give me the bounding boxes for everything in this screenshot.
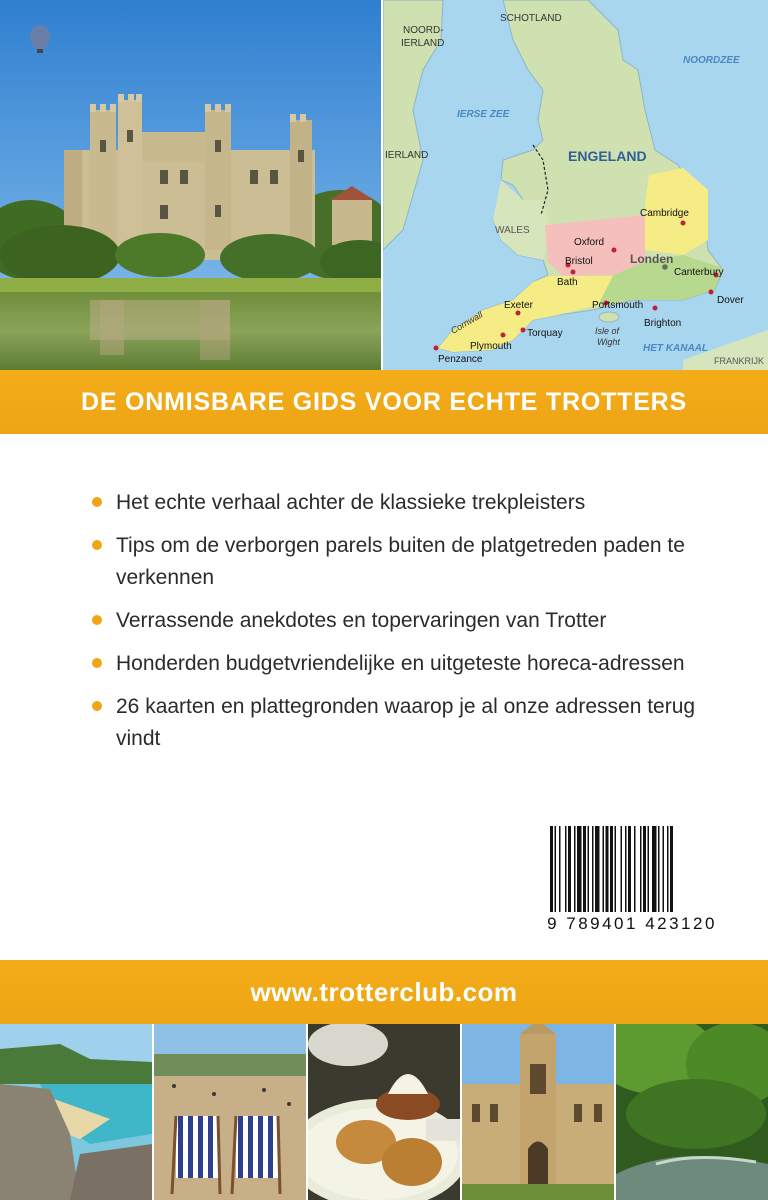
oxford-college-photo (462, 1024, 614, 1200)
map-city-oxford: Oxford (574, 237, 605, 248)
map-label-england: ENGELAND (568, 148, 647, 164)
barcode-bar (628, 826, 631, 912)
barcode-bar (574, 826, 576, 912)
map-city-penzance: Penzance (438, 354, 483, 365)
feature-list (92, 487, 742, 766)
barcode-bar (610, 826, 613, 912)
barcode-bar (568, 826, 571, 912)
map-label-northern-ireland-2: IERLAND (401, 38, 445, 49)
beach-chairs-photo (154, 1024, 306, 1200)
map-label-cornwall: Cornwall (449, 309, 485, 336)
barcode-bar (634, 826, 636, 912)
barcode-bar (643, 826, 646, 912)
feature-item (92, 691, 742, 755)
map-england (383, 0, 768, 370)
feature-text: Honderden budgetvriendelijke en uitgeteste horeca-adressen (116, 652, 685, 675)
bullet-dot-icon (92, 658, 102, 668)
map-label-isle-of-wight-1: Isle of (595, 326, 620, 336)
barcode-bar (565, 826, 567, 912)
map-city-exeter: Exeter (504, 300, 533, 311)
barcode-bar (606, 826, 609, 912)
barcode-bar (595, 826, 600, 912)
map-city-torquay: Torquay (527, 328, 563, 339)
barcode-bar (615, 826, 617, 912)
website-link[interactable]: www.trotterclub.com (250, 976, 518, 1007)
map-label-scotland: SCHOTLAND (500, 13, 562, 24)
feature-item (92, 648, 742, 680)
map-label-ireland: IERLAND (385, 150, 429, 161)
tagline-text: DE ONMISBARE GIDS VOOR ECHTE TROTTERS (80, 387, 688, 416)
bullet-dot-icon (92, 497, 102, 507)
barcode-bar (550, 826, 553, 912)
barcode-bar (559, 826, 561, 912)
barcode-bar (667, 826, 669, 912)
isbn-number: 9 789401 423120 (547, 914, 717, 933)
barcode-bar (555, 826, 557, 912)
barcode-bar (658, 826, 660, 912)
barcode-bar (588, 826, 590, 912)
barcode-bar (652, 826, 657, 912)
scones-photo (308, 1024, 460, 1200)
map-city-canterbury: Canterbury (674, 267, 724, 278)
map-label-northern-ireland-1: NOORD- (403, 25, 444, 36)
map-city-bath: Bath (557, 277, 578, 288)
map-city-plymouth: Plymouth (470, 341, 512, 352)
feature-text: Verrassende anekdotes en topervaringen van Trotter (116, 609, 607, 632)
map-label-wales: WALES (495, 225, 530, 236)
bullet-dot-icon (92, 615, 102, 625)
map-label-channel: HET KANAAL (643, 343, 708, 354)
map-label-north-sea: NOORDZEE (683, 55, 740, 66)
coast-photo (0, 1024, 152, 1200)
barcode-bar (577, 826, 582, 912)
barcode-bar (583, 826, 586, 912)
barcode-bar (603, 826, 605, 912)
website-banner (0, 960, 768, 1024)
map-city-portsmouth: Portsmouth (592, 300, 644, 311)
forest-stream-photo (616, 1024, 768, 1200)
barcode-bar (625, 826, 627, 912)
feature-text: Het echte verhaal achter de klassieke trekpleisters (116, 491, 586, 514)
castle-photo (0, 0, 381, 370)
map-city-dover: Dover (717, 295, 744, 306)
barcode-bar (640, 826, 642, 912)
bullet-dot-icon (92, 540, 102, 550)
feature-text: 26 kaarten en plattegronden waarop je al onze adressen terug vindt (116, 695, 696, 750)
map-label-france: FRANKRIJK (714, 356, 765, 366)
feature-item (92, 530, 742, 594)
map-city-cambridge: Cambridge (640, 208, 689, 219)
feature-text: Tips om de verborgen parels buiten de platgetreden paden te verkennen (116, 534, 685, 589)
map-city-bristol: Bristol (565, 256, 593, 267)
feature-item (92, 605, 742, 637)
map-city-brighton: Brighton (644, 318, 682, 329)
barcode-bar (592, 826, 594, 912)
barcode-bar (670, 826, 673, 912)
barcode-bar (663, 826, 665, 912)
map-label-irish-sea: IERSE ZEE (457, 109, 510, 120)
barcode-bar (648, 826, 650, 912)
bullet-dot-icon (92, 701, 102, 711)
cover-top-images (0, 0, 768, 370)
photo-strip (0, 1024, 768, 1200)
map-city-londen: Londen (630, 252, 674, 266)
isbn-barcode (536, 820, 728, 944)
barcode-bars (550, 826, 714, 912)
feature-item (92, 487, 742, 519)
tagline-banner (0, 370, 768, 434)
map-label-isle-of-wight-2: Wight (597, 337, 620, 347)
barcode-bar (621, 826, 623, 912)
